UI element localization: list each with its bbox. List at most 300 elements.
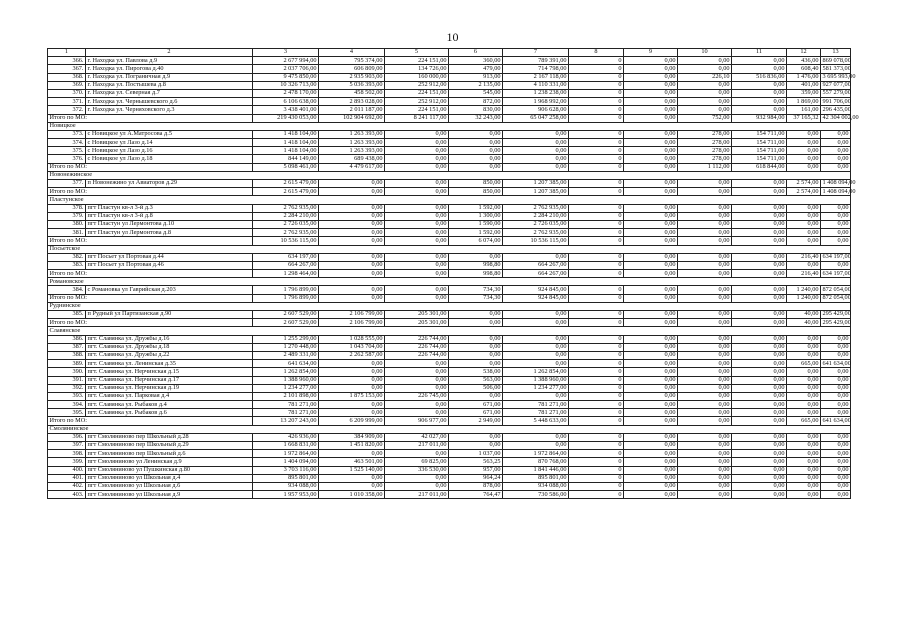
value-cell: 934 088,00 <box>253 482 319 490</box>
value-cell: 0 <box>569 106 624 114</box>
value-cell: 3 695 993,00 <box>822 73 856 80</box>
value-cell: 0 <box>569 65 624 73</box>
value-cell: 0,00 <box>385 163 449 171</box>
value-cell: 0 <box>569 147 624 155</box>
row-number: 378. <box>48 204 86 212</box>
value-cell: 0,00 <box>821 450 851 458</box>
value-cell: 0,00 <box>385 220 449 228</box>
table-row <box>48 335 851 343</box>
value-cell: 2 478 170,00 <box>253 89 319 97</box>
value-cell: 0,00 <box>503 311 569 319</box>
value-cell: 0,00 <box>678 335 732 343</box>
address-cell: пгт. Славянка ул. Нерчинская д.17 <box>86 376 253 384</box>
value-cell: 2 935 903,00 <box>319 73 385 81</box>
value-cell: 0,00 <box>385 204 449 212</box>
value-cell: 0,00 <box>319 229 385 237</box>
address-cell: с Новицкое ул Лазо д.14 <box>86 139 253 147</box>
value-cell: 0,00 <box>678 286 732 294</box>
value-cell: 0 <box>569 392 624 400</box>
total-label: Итого по МО: <box>48 319 253 327</box>
value-cell: 0,00 <box>624 98 678 106</box>
row-number: 373. <box>48 130 86 138</box>
value-cell: 1 262 854,00 <box>503 368 569 376</box>
table-row <box>48 311 851 319</box>
value-cell: 0,00 <box>821 401 851 409</box>
value-cell: 0 <box>569 188 624 196</box>
column-header: 2 <box>86 49 253 57</box>
value-cell: 40,00 <box>787 319 821 327</box>
value-cell: 0,00 <box>678 237 732 245</box>
value-cell: 252 912,00 <box>385 98 449 106</box>
value-cell: 3 438 401,00 <box>253 106 319 114</box>
value-cell: 1 298 464,00 <box>253 270 319 278</box>
address-cell: г. Находка ул. Павлова д.9 <box>86 57 253 65</box>
value-cell: 1 957 953,00 <box>253 491 319 499</box>
value-cell: 2 726 035,00 <box>503 220 569 228</box>
value-cell: 872,00 <box>449 98 503 106</box>
value-cell: 224 151,00 <box>385 57 449 65</box>
value-cell: 0,00 <box>787 392 821 400</box>
value-cell: 205 301,00 <box>385 311 449 319</box>
value-cell: 0,00 <box>624 392 678 400</box>
value-cell: 2 011 187,00 <box>319 106 385 114</box>
value-cell: 0,00 <box>732 253 787 261</box>
value-cell: 506,00 <box>449 384 503 392</box>
row-number: 368. <box>48 73 86 81</box>
value-cell: 401,00 <box>787 81 821 89</box>
group-label: Новонежинское <box>48 171 851 179</box>
value-cell: 226 744,00 <box>385 335 449 343</box>
address-cell: пгт. Славянка ул. Парковая д.4 <box>86 392 253 400</box>
value-cell: 0,00 <box>624 229 678 237</box>
value-cell: 0,00 <box>678 491 732 499</box>
column-header: 11 <box>732 49 787 57</box>
table-row <box>48 212 851 220</box>
value-cell: 0,00 <box>678 89 732 97</box>
value-cell: 0,00 <box>624 106 678 114</box>
value-cell: 0,00 <box>678 409 732 417</box>
value-cell: 0,00 <box>385 401 449 409</box>
value-cell: 0,00 <box>678 351 732 359</box>
value-cell: 0,00 <box>678 65 732 73</box>
value-cell: 872 054,00 <box>822 294 851 302</box>
value-cell: 0,00 <box>319 261 385 269</box>
value-cell: 0,00 <box>787 204 821 212</box>
value-cell: 0 <box>569 466 624 474</box>
value-cell: 1 240,00 <box>787 286 821 294</box>
address-cell: г. Находка ул. Пирогова д.40 <box>86 65 253 73</box>
value-cell: 1 841 446,00 <box>503 466 569 474</box>
table-row <box>48 204 851 212</box>
value-cell: 0,00 <box>678 442 732 450</box>
value-cell: 0,00 <box>624 417 678 425</box>
address-cell: пгт Пластун кв-л 3-й д.3 <box>86 204 253 212</box>
value-cell: 3 703 116,00 <box>253 466 319 474</box>
value-cell: 538,00 <box>449 368 503 376</box>
address-cell: пгт. Славянка ул. Дружбы д.16 <box>86 335 253 343</box>
address-cell: пгт Посьет ул Портовая д.46 <box>86 261 253 269</box>
row-number: 392. <box>48 384 86 392</box>
value-cell: 479,00 <box>449 65 503 73</box>
value-cell: 998,80 <box>449 270 503 278</box>
value-cell: 0,00 <box>732 98 787 106</box>
value-cell: 1 972 864,00 <box>503 450 569 458</box>
value-cell: 0,00 <box>503 433 569 441</box>
value-cell: 0 <box>569 351 624 359</box>
value-cell: 0,00 <box>678 417 732 425</box>
value-cell: 878,00 <box>449 482 503 490</box>
value-cell: 0,00 <box>787 491 821 499</box>
address-cell: с Романовка ул Гаврийская д.203 <box>86 286 253 294</box>
value-cell: 634 197,00 <box>253 253 319 261</box>
value-cell: 1 525 140,00 <box>319 466 385 474</box>
value-cell: 1 796 899,00 <box>253 286 319 294</box>
value-cell: 0,00 <box>787 212 821 220</box>
value-cell: 0 <box>569 335 624 343</box>
value-cell: 0 <box>569 417 624 425</box>
value-cell: 665,00 <box>787 360 821 368</box>
value-cell: 1 592,00 <box>449 229 503 237</box>
row-number: 379. <box>48 212 86 220</box>
value-cell: 0,00 <box>678 466 732 474</box>
value-cell: 0,00 <box>821 368 851 376</box>
value-cell: 1 234 277,00 <box>503 384 569 392</box>
value-cell: 0,00 <box>624 220 678 228</box>
value-cell: 0,00 <box>385 286 449 294</box>
address-cell: г. Находка ул. Чернышевского д.6 <box>86 98 253 106</box>
value-cell: 0 <box>569 368 624 376</box>
address-cell: пгт. Славянка ул. Рыбаков д.4 <box>86 401 253 409</box>
value-cell: 0,00 <box>385 253 449 261</box>
value-cell: 278,00 <box>678 155 732 163</box>
address-cell: пгт Смоляниново ул Школьная д.6 <box>86 482 253 490</box>
value-cell: 671,00 <box>449 409 503 417</box>
value-cell: 1 263 393,00 <box>319 147 385 155</box>
value-cell: 42 304 002,00 <box>822 113 859 121</box>
table-row <box>48 482 851 490</box>
value-cell: 0,00 <box>503 155 569 163</box>
group-label: Руднинское <box>48 302 851 310</box>
value-cell: 0,00 <box>678 81 732 89</box>
value-cell: 1 968 992,00 <box>503 98 569 106</box>
table-row <box>48 360 851 368</box>
value-cell: 0,00 <box>787 384 821 392</box>
row-number: 394. <box>48 401 86 409</box>
value-cell: 0,00 <box>678 261 732 269</box>
value-cell: 384 909,00 <box>319 433 385 441</box>
value-cell: 0,00 <box>732 458 787 466</box>
value-cell: 0,00 <box>678 392 732 400</box>
value-cell: 2 106 799,00 <box>319 319 385 327</box>
value-cell: 0,00 <box>385 450 449 458</box>
value-cell: 1 668 831,00 <box>253 442 319 450</box>
value-cell: 906 977,00 <box>385 417 449 425</box>
value-cell: 0,00 <box>503 319 569 327</box>
group-header-row <box>48 171 851 179</box>
value-cell: 0,00 <box>821 130 851 138</box>
total-row <box>48 188 851 196</box>
value-cell: 2 762 935,00 <box>503 204 569 212</box>
value-cell: 0,00 <box>319 237 385 245</box>
row-number: 398. <box>48 450 86 458</box>
value-cell: 1 207 385,00 <box>503 188 569 196</box>
value-cell: 516 836,00 <box>732 73 787 81</box>
value-cell: 844 149,00 <box>253 155 319 163</box>
value-cell: 1 270 448,00 <box>253 343 319 351</box>
value-cell: 0 <box>569 130 624 138</box>
value-cell: 0,00 <box>678 229 732 237</box>
value-cell: 0 <box>569 212 624 220</box>
value-cell: 0,00 <box>624 450 678 458</box>
value-cell: 226 744,00 <box>385 351 449 359</box>
value-cell: 0 <box>569 433 624 441</box>
value-cell: 0,00 <box>449 351 503 359</box>
value-cell: 0,00 <box>503 360 569 368</box>
value-cell: 1 238 238,00 <box>503 89 569 97</box>
value-cell: 850,00 <box>449 188 503 196</box>
value-cell: 0,00 <box>624 491 678 499</box>
value-cell: 0,00 <box>732 335 787 343</box>
value-cell: 1 388 960,00 <box>253 376 319 384</box>
value-cell: 0,00 <box>624 155 678 163</box>
value-cell: 641 634,00 <box>253 360 319 368</box>
row-number: 374. <box>48 139 86 147</box>
value-cell: 0,00 <box>732 368 787 376</box>
value-cell: 10 326 713,00 <box>253 81 319 89</box>
value-cell: 0,00 <box>821 147 851 155</box>
value-cell: 932 984,00 <box>732 114 787 122</box>
row-number: 369. <box>48 81 86 89</box>
value-cell: 2 762 935,00 <box>503 229 569 237</box>
value-cell: 0,00 <box>624 57 678 65</box>
value-cell: 1 262 854,00 <box>253 368 319 376</box>
value-cell: 0 <box>569 89 624 97</box>
address-cell: п Рудный ул Партизанская д.90 <box>86 311 253 319</box>
address-cell: пгт. Славянка ул. Нерчинская д.19 <box>86 384 253 392</box>
group-header-row <box>48 302 851 310</box>
value-cell: 0,00 <box>449 139 503 147</box>
row-number: 372. <box>48 106 86 114</box>
value-cell: 0,00 <box>732 442 787 450</box>
value-cell: 1 240,00 <box>787 294 821 302</box>
group-label: Смолянинское <box>48 425 851 433</box>
value-cell: 1 263 393,00 <box>319 130 385 138</box>
address-cell: пгт. Славянка ул. Дружбы д.18 <box>86 343 253 351</box>
value-cell: 563,00 <box>449 376 503 384</box>
value-cell: 0,00 <box>385 147 449 155</box>
value-cell: 0 <box>569 409 624 417</box>
row-number: 380. <box>48 220 86 228</box>
value-cell: 0 <box>569 163 624 171</box>
value-cell: 0,00 <box>624 474 678 482</box>
value-cell: 2 607 529,00 <box>253 311 319 319</box>
column-header: 4 <box>319 49 385 57</box>
value-cell: 1 028 555,00 <box>319 335 385 343</box>
value-cell: 336 530,00 <box>385 466 449 474</box>
value-cell: 0 <box>569 482 624 490</box>
value-cell: 0,00 <box>732 106 787 114</box>
group-label: Романовское <box>48 278 851 286</box>
value-cell: 1 388 960,00 <box>503 376 569 384</box>
table-row <box>48 220 851 228</box>
value-cell: 0,00 <box>385 294 449 302</box>
value-cell: 618 844,00 <box>732 163 787 171</box>
value-cell: 0,00 <box>732 417 787 425</box>
value-cell: 0,00 <box>385 482 449 490</box>
group-label: Новицкое <box>48 122 851 130</box>
value-cell: 5 098 461,00 <box>253 163 319 171</box>
row-number: 389. <box>48 360 86 368</box>
value-cell: 0,00 <box>821 351 851 359</box>
table-row <box>48 392 851 400</box>
value-cell: 764,47 <box>449 491 503 499</box>
value-cell: 895 801,00 <box>503 474 569 482</box>
value-cell: 0,00 <box>503 351 569 359</box>
value-cell: 0,00 <box>678 376 732 384</box>
value-cell: 924 845,00 <box>503 286 569 294</box>
address-cell: пгт. Славянка ул. Ленинская д.35 <box>86 360 253 368</box>
value-cell: 42 027,00 <box>385 433 449 441</box>
value-cell: 0,00 <box>449 433 503 441</box>
value-cell: 0,00 <box>732 220 787 228</box>
value-cell: 1 404 094,00 <box>253 458 319 466</box>
value-cell: 295 429,00 <box>822 318 851 326</box>
value-cell: 0,00 <box>449 155 503 163</box>
value-cell: 0,00 <box>503 343 569 351</box>
value-cell: 0,00 <box>732 57 787 65</box>
value-cell: 0 <box>569 450 624 458</box>
value-cell: 0 <box>569 57 624 65</box>
value-cell: 2 284 210,00 <box>253 212 319 220</box>
value-cell: 0,00 <box>678 180 732 188</box>
value-cell: 957,00 <box>449 466 503 474</box>
value-cell: 664 267,00 <box>253 261 319 269</box>
value-cell: 0,00 <box>787 368 821 376</box>
value-cell: 0 <box>569 319 624 327</box>
value-cell: 0,00 <box>732 188 787 196</box>
value-cell: 563,25 <box>449 458 503 466</box>
value-cell: 0,00 <box>624 73 678 81</box>
value-cell: 0 <box>569 180 624 188</box>
value-cell: 0,00 <box>624 401 678 409</box>
table-row <box>48 98 851 106</box>
value-cell: 10 536 115,00 <box>503 237 569 245</box>
value-cell: 4 110 331,00 <box>503 81 569 89</box>
value-cell: 0,00 <box>732 261 787 269</box>
data-table <box>47 48 859 499</box>
value-cell: 0,00 <box>678 212 732 220</box>
value-cell: 160 000,00 <box>385 73 449 81</box>
value-cell: 296 435,00 <box>822 105 851 113</box>
total-label: Итого по МО: <box>48 270 253 278</box>
column-header: 12 <box>787 49 821 57</box>
value-cell: 671,00 <box>449 401 503 409</box>
value-cell: 0,00 <box>678 360 732 368</box>
value-cell: 2 284 210,00 <box>503 212 569 220</box>
value-cell: 0,00 <box>678 311 732 319</box>
total-label: Итого по МО: <box>48 237 253 245</box>
row-number: 396. <box>48 433 86 441</box>
value-cell: 850,00 <box>449 180 503 188</box>
value-cell: 1 418 104,00 <box>253 147 319 155</box>
row-number: 401. <box>48 474 86 482</box>
column-header-row <box>48 49 851 57</box>
value-cell: 0 <box>569 155 624 163</box>
value-cell: 0 <box>569 237 624 245</box>
address-cell: пгт Смоляниново ул Школьная д.9 <box>86 491 253 499</box>
address-cell: пгт. Славянка ул. Нерчинская д.15 <box>86 368 253 376</box>
value-cell: 0,00 <box>624 351 678 359</box>
group-header-row <box>48 278 851 286</box>
value-cell: 0,00 <box>787 237 821 245</box>
value-cell: 0,00 <box>385 180 449 188</box>
value-cell: 781 271,00 <box>503 401 569 409</box>
value-cell: 217 011,00 <box>385 491 449 499</box>
value-cell: 0,00 <box>624 376 678 384</box>
value-cell: 0,00 <box>319 220 385 228</box>
value-cell: 5 448 633,00 <box>503 417 569 425</box>
value-cell: 0,00 <box>821 237 851 245</box>
address-cell: п Новонежино ул Авиаторов д.29 <box>86 180 253 188</box>
value-cell: 0,00 <box>319 212 385 220</box>
value-cell: 781 271,00 <box>503 409 569 417</box>
page-number: 10 <box>446 30 459 44</box>
value-cell: 0,00 <box>319 450 385 458</box>
value-cell: 0,00 <box>624 294 678 302</box>
table-row <box>48 466 851 474</box>
value-cell: 0,00 <box>821 229 851 237</box>
row-number: 402. <box>48 482 86 490</box>
value-cell: 0,00 <box>732 81 787 89</box>
value-cell: 0,00 <box>385 360 449 368</box>
value-cell: 0,00 <box>449 392 503 400</box>
address-cell: с Новицкое ул Лазо д.18 <box>86 155 253 163</box>
value-cell: 0,00 <box>624 204 678 212</box>
table-row <box>48 81 851 89</box>
value-cell: 0,00 <box>503 335 569 343</box>
value-cell: 0,00 <box>624 89 678 97</box>
total-label: Итого по МО: <box>48 114 253 122</box>
row-number: 375. <box>48 147 86 155</box>
value-cell: 0,00 <box>624 335 678 343</box>
row-number: 387. <box>48 343 86 351</box>
column-header: 8 <box>569 49 624 57</box>
group-header-row <box>48 196 851 204</box>
address-cell: пгт Пластун кв-л 3-й д.8 <box>86 212 253 220</box>
value-cell: 606 809,00 <box>319 65 385 73</box>
row-number: 367. <box>48 65 86 73</box>
value-cell: 0,00 <box>787 433 821 441</box>
address-cell: пгт Смоляниново ул Школьная д.4 <box>86 474 253 482</box>
table-row <box>48 433 851 441</box>
address-cell: пгт Смоляниново пер Школьный д.28 <box>86 433 253 441</box>
total-row <box>48 270 851 278</box>
value-cell: 436,00 <box>787 57 821 65</box>
value-cell: 0,00 <box>678 106 732 114</box>
value-cell: 154 711,00 <box>732 139 787 147</box>
value-cell: 1 255 299,00 <box>253 335 319 343</box>
row-number: 397. <box>48 442 86 450</box>
column-header: 13 <box>821 49 851 57</box>
value-cell: 1 112,00 <box>678 163 732 171</box>
value-cell: 557 279,00 <box>822 89 851 97</box>
value-cell: 789 391,00 <box>503 57 569 65</box>
value-cell: 0,00 <box>732 491 787 499</box>
value-cell: 0,00 <box>678 450 732 458</box>
value-cell: 0,00 <box>624 253 678 261</box>
address-cell: г. Находка ул. Постышева д.8 <box>86 81 253 89</box>
value-cell: 0 <box>569 73 624 81</box>
